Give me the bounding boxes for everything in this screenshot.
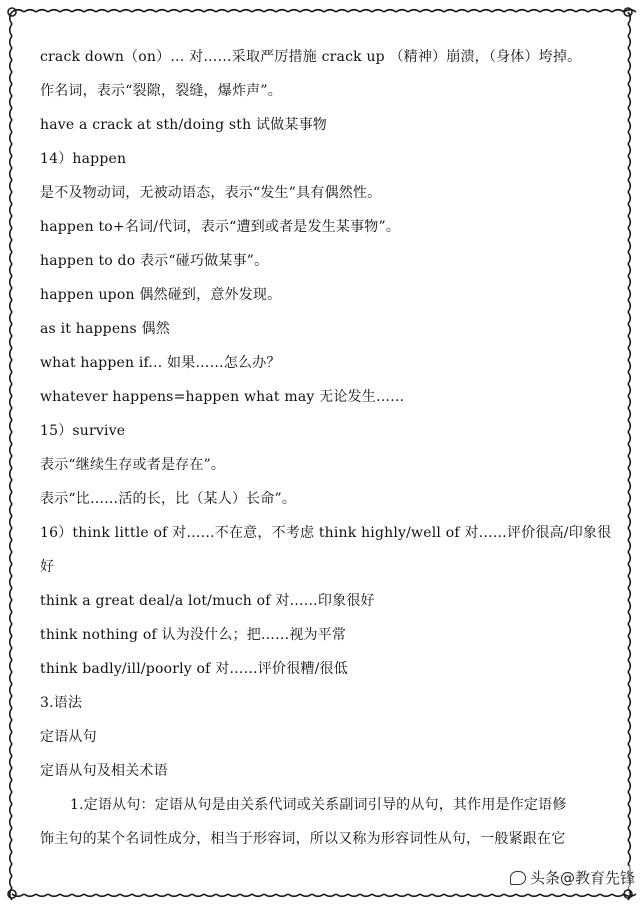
watermark-text: 头条@教育先锋 <box>530 869 636 887</box>
text-line-what-happen-if: what happen if... 如果……怎么办？ <box>40 355 281 371</box>
chat-bubble-icon <box>510 871 526 885</box>
text-line-think-nothing-of: think nothing of 认为没什么；把……视为平常 <box>40 627 347 643</box>
text-line-as-it-happens: as it happens 偶然 <box>40 321 170 337</box>
subheading-attributive-clause: 定语从句 <box>40 729 97 745</box>
paragraph-definition-line-2: 饰主句的某个名词性成分，相当于形容词，所以又称为形容词性从句，一般紧跟在它 <box>40 831 566 847</box>
text-line-happen-upon: happen upon 偶然碰到，意外发现。 <box>40 287 282 303</box>
text-line-survive-continue: 表示“继续生存或者是存在”。 <box>40 457 226 473</box>
text-line-happen-intransitive: 是不及物动词，无被动语态，表示“发生”具有偶然性。 <box>40 185 382 201</box>
section-heading-grammar: 3.语法 <box>40 695 83 711</box>
section-heading-happen: 14）happen <box>40 151 127 167</box>
text-line-survive-outlive: 表示“比……活的长，比（某人）长命”。 <box>40 491 297 507</box>
text-line-whatever-happens: whatever happens=happen what may 无论发生…… <box>40 389 405 405</box>
text-line-think-a-great-deal: think a great deal/a lot/much of 对……印象很好 <box>40 593 375 609</box>
text-line-think-badly: think badly/ill/poorly of 对……评价很糟/很低 <box>40 661 348 677</box>
text-line-happen-to-do: happen to do 表示“碰巧做某事”。 <box>40 253 269 269</box>
text-line-crack-noun: 作名词，表示“裂隙，裂缝，爆炸声”。 <box>40 83 282 99</box>
document-body <box>40 40 612 856</box>
section-heading-survive: 15）survive <box>40 423 126 439</box>
text-line-think-continuation: 好 <box>40 559 55 575</box>
source-watermark <box>506 866 639 889</box>
text-line-happen-to-noun: happen to+名词/代词，表示“遭到或者是发生某事物”。 <box>40 219 401 235</box>
text-line-have-a-crack: have a crack at sth/doing sth 试做某事物 <box>40 117 327 133</box>
paragraph-definition-line-1: 1.定语从句：定语从句是由关系代词或关系副词引导的从句，其作用是作定语修 <box>70 797 567 813</box>
section-heading-think: 16）think little of 对……不在意，不考虑 think highly/well of 对……评价很高/印象很 <box>40 525 612 541</box>
text-line-crack-down: crack down（on）… 对……采取严厉措施 crack up （精神）崩溃，（身体）垮掉。 <box>40 49 582 65</box>
subheading-attributive-terms: 定语从句及相关术语 <box>40 763 168 779</box>
